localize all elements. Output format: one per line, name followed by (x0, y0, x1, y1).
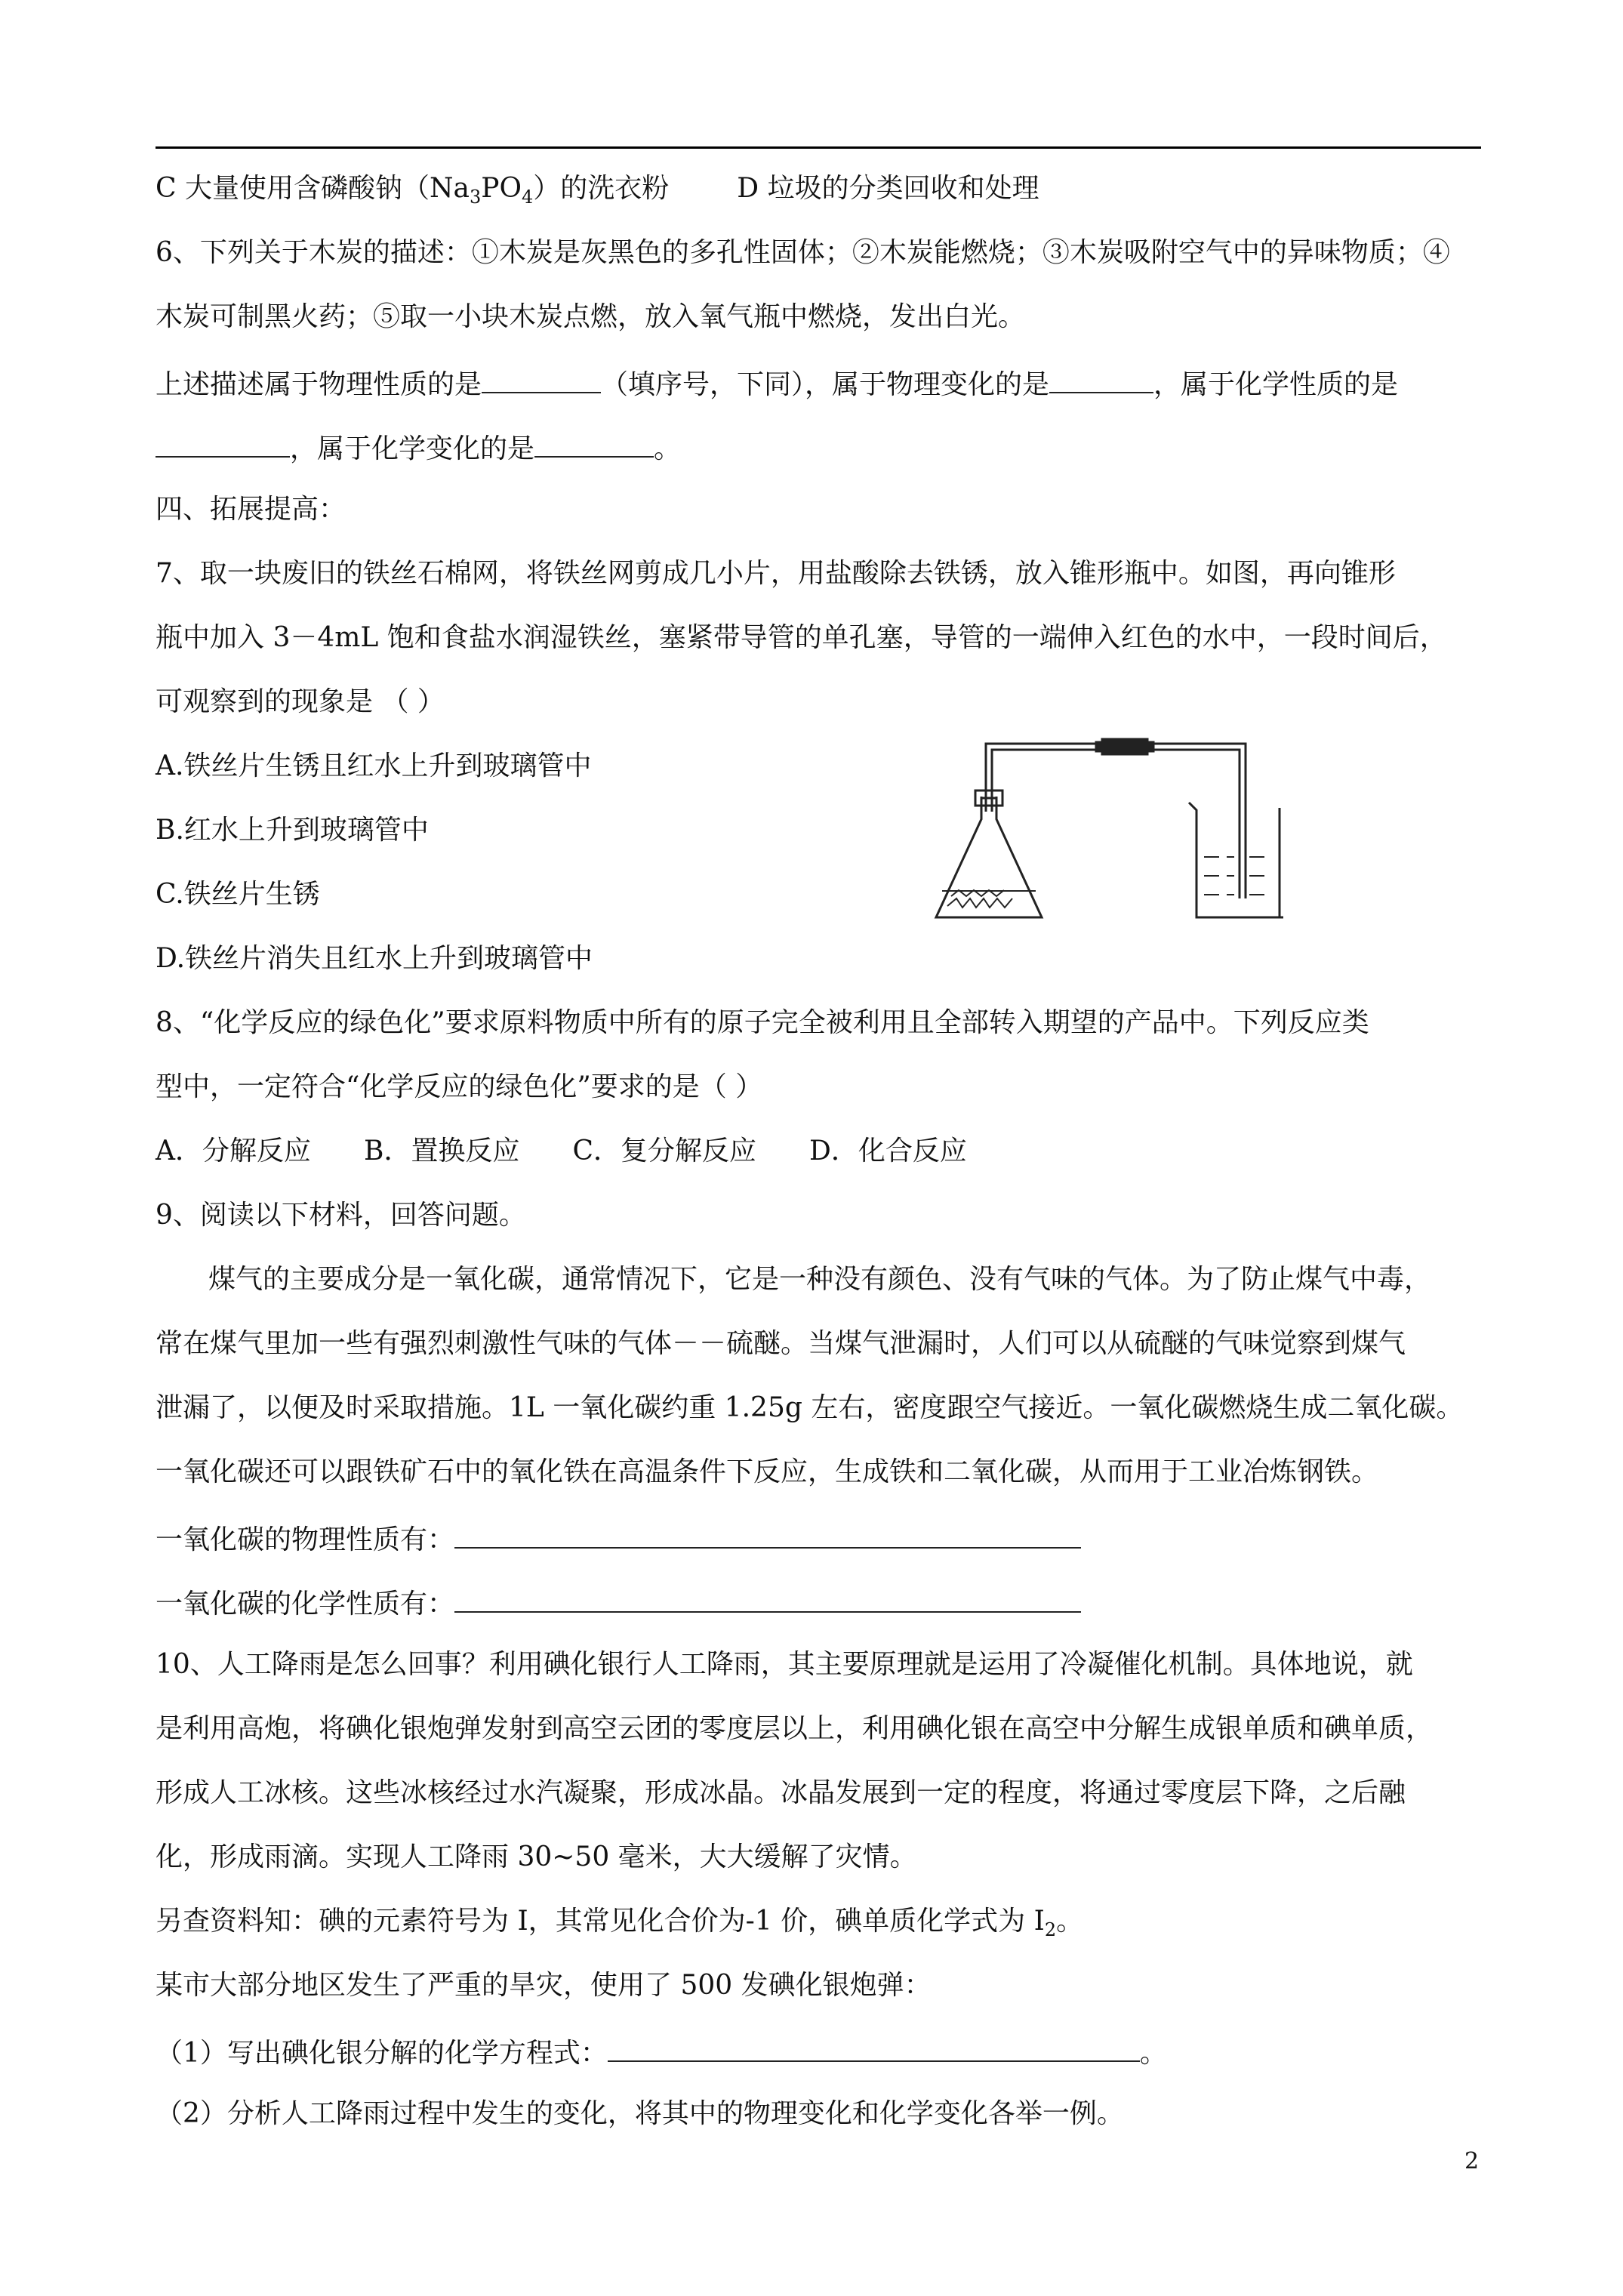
beaker (1189, 803, 1283, 917)
q9-passage-line2: 常在煤气里加一些有强烈刺激性气味的气体－－硫醚。当煤气泄漏时，人们可以从硫醚的气味觉察到煤气 (156, 1328, 1406, 1359)
page-number: 2 (1464, 2148, 1480, 2174)
conical-flask (936, 797, 1042, 917)
q7-option-b: B.红水上升到玻璃管中 (156, 815, 429, 846)
q10-line3: 形成人工冰核。这些冰核经过水汽凝聚，形成冰晶。冰晶发展到一定的程度，将通过零度层下降，之后融 (156, 1777, 1406, 1808)
q6-line1: 6、下列关于木炭的描述：①木炭是灰黑色的多孔性固体；②木炭能燃烧；③木炭吸附空气中的异味物质；④ (156, 237, 1450, 268)
answer-blank[interactable] (482, 365, 601, 393)
q7-line1: 7、取一块废旧的铁丝石棉网，将铁丝网剪成几小片，用盐酸除去铁锈，放入锥形瓶中。如图，再向锥形 (156, 558, 1396, 589)
q9-intro: 9、阅读以下材料，回答问题。 (156, 1200, 526, 1231)
answer-blank[interactable] (454, 1584, 1081, 1613)
apparatus-figure (929, 736, 1283, 925)
q7-option-c: C.铁丝片生锈 (156, 879, 320, 910)
q10-line5: 另查资料知：碘的元素符号为 I，其常见化合价为-1 价，碘单质化学式为 $I_2$。 (156, 1906, 1084, 1941)
section-title: 四、拓展提高： (156, 494, 346, 525)
q8-option-b: B．置换反应 (364, 1136, 520, 1166)
answer-blank[interactable] (1049, 365, 1153, 393)
q10-line4: 化，形成雨滴。实现人工降雨 30~50 毫米，大大缓解了灾情。 (156, 1841, 917, 1872)
rubber-connector (1102, 739, 1147, 754)
q10-line2: 是利用高炮，将碘化银炮弹发射到高空云团的零度层以上，利用碘化银在高空中分解生成银单质和碘单质， (156, 1713, 1434, 1744)
q8-option-a: A．分解反应 (156, 1136, 311, 1166)
q8-options (156, 1135, 1484, 1168)
q10-line1: 10、人工降雨是怎么回事？利用碘化银行人工降雨，其主要原理就是运用了冷凝催化机制。具体地说，就 (156, 1649, 1413, 1680)
q10-line6: 某市大部分地区发生了严重的旱灾，使用了 500 发碘化银炮弹： (156, 1970, 932, 2001)
answer-blank[interactable] (608, 2033, 1140, 2062)
answer-blank[interactable] (454, 1520, 1081, 1549)
q9-physical-properties: 一氧化碳的物理性质有： (156, 1520, 1484, 1557)
q6-line3: 上述描述属于物理性质的是 （填序号，下同），属于物理变化的是 ，属于化学性质的是 (156, 365, 1484, 402)
option-d: D 垃圾的分类回收和处理 (737, 173, 1039, 204)
q7-option-d: D.铁丝片消失且红水上升到玻璃管中 (156, 943, 593, 974)
q6-line2: 木炭可制黑火药；⑤取一小块木炭点燃，放入氧气瓶中燃烧，发出白光。 (156, 301, 1026, 332)
q9-passage-line1: 煤气的主要成分是一氧化碳，通常情况下，它是一种没有颜色、没有气味的气体。为了防止煤气中毒， (208, 1264, 1432, 1295)
q7-option-a: A.铁丝片生锈且红水上升到玻璃管中 (156, 750, 592, 781)
q8-line1: 8、“化学反应的绿色化”要求原料物质中所有的原子完全被利用且全部转入期望的产品中。下列反应类 (156, 1007, 1369, 1038)
q7-line3: 可观察到的现象是 （ ） (156, 686, 445, 717)
q6-line4: ，属于化学变化的是 。 (156, 429, 1484, 466)
q9-passage-line3: 泄漏了，以便及时采取措施。1L 一氧化碳约重 1.25g 左右，密度跟空气接近。一氧化碳燃烧生成二氧化碳。 (156, 1392, 1464, 1423)
red-water (1204, 857, 1264, 895)
q10-sub1: （1）写出碘化银分解的化学方程式： 。 (156, 2033, 1484, 2070)
q8-option-d: D．化合反应 (809, 1136, 967, 1166)
q9-passage-line4: 一氧化碳还可以跟铁矿石中的氧化铁在高温条件下反应，生成铁和二氧化碳，从而用于工业冶炼钢铁。 (156, 1456, 1379, 1487)
q10-sub2: （2）分析人工降雨过程中发生的变化，将其中的物理变化和化学变化各举一例。 (156, 2098, 1124, 2129)
q8-line2: 型中，一定符合“化学反应的绿色化”要求的是（ ） (156, 1071, 763, 1102)
header-rule (156, 146, 1481, 149)
iron-wire (947, 890, 1012, 908)
answer-blank[interactable] (534, 429, 654, 458)
q7-line2: 瓶中加入 3－4mL 饱和食盐水润湿铁丝，塞紧带导管的单孔塞，导管的一端伸入红色的水中，一段时间后， (156, 622, 1447, 653)
answer-blank[interactable] (156, 429, 290, 458)
option-c: C 大量使用含磷酸钠$(Na_3PO_4)$的洗衣粉 (156, 173, 670, 208)
prev-question-options (156, 172, 1484, 214)
q9-chemical-properties: 一氧化碳的化学性质有： (156, 1584, 1484, 1621)
q8-option-c: C．复分解反应 (572, 1136, 757, 1166)
